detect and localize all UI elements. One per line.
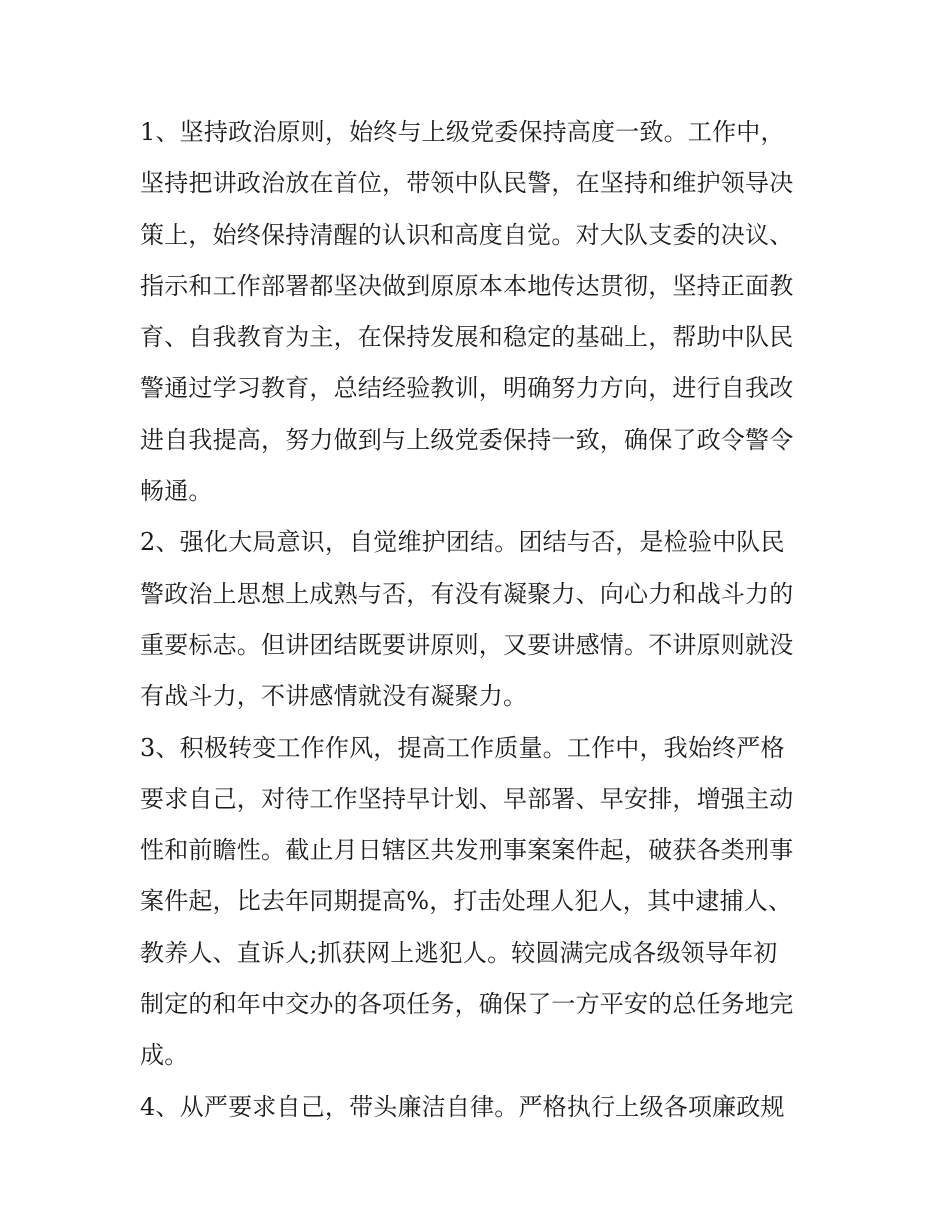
text-line: 成。 (140, 1041, 189, 1070)
text-line: 畅通。 (140, 477, 213, 506)
text-line: 育、自我教育为主，在保持发展和稳定的基础上，帮助中队民 (140, 323, 794, 352)
text-line: 坚持把讲政治放在首位，带领中队民警，在坚持和维护领导决 (140, 169, 794, 198)
text-line: 4、从严要求自己，带头廉洁自律。严格执行上级各项廉政规 (140, 1092, 785, 1121)
text-line: 进自我提高，努力做到与上级党委保持一致，确保了政令警令 (140, 425, 794, 454)
text-line: 策上，始终保持清醒的认识和高度自觉。对大队支委的决议、 (140, 220, 794, 249)
text-line: 案件起，比去年同期提高%，打击处理人犯人，其中逮捕人、 (140, 887, 793, 916)
text-line: 指示和工作部署都坚决做到原原本本地传达贯彻，坚持正面教 (140, 271, 794, 300)
text-line: 1、坚持政治原则，始终与上级党委保持高度一致。工作中， (140, 118, 785, 146)
text-line: 警政治上思想上成熟与否，有没有凝聚力、向心力和战斗力的 (140, 579, 794, 608)
text-line: 2、强化大局意识，自觉维护团结。团结与否，是检验中队民 (140, 528, 785, 557)
text-line: 重要标志。但讲团结既要讲原则，又要讲感情。不讲原则就没 (140, 630, 794, 659)
text-line: 教养人、直诉人;抓获网上逃犯人。较圆满完成各级领导年初 (140, 938, 778, 967)
text-line: 制定的和年中交办的各项任务，确保了一方平安的总任务地完 (140, 990, 794, 1019)
text-line: 警通过学习教育，总结经验教训，明确努力方向，进行自我改 (140, 374, 794, 403)
document-body (140, 107, 820, 1133)
text-line: 要求自己，对待工作坚持早计划、早部署、早安排，增强主动 (140, 784, 794, 813)
text-line: 有战斗力，不讲感情就没有凝聚力。 (140, 682, 528, 711)
text-line: 性和前瞻性。截止月日辖区共发刑事案案件起，破获各类刑事 (140, 836, 794, 865)
text-line: 3、积极转变工作作风，提高工作质量。工作中，我始终严格 (140, 733, 785, 762)
